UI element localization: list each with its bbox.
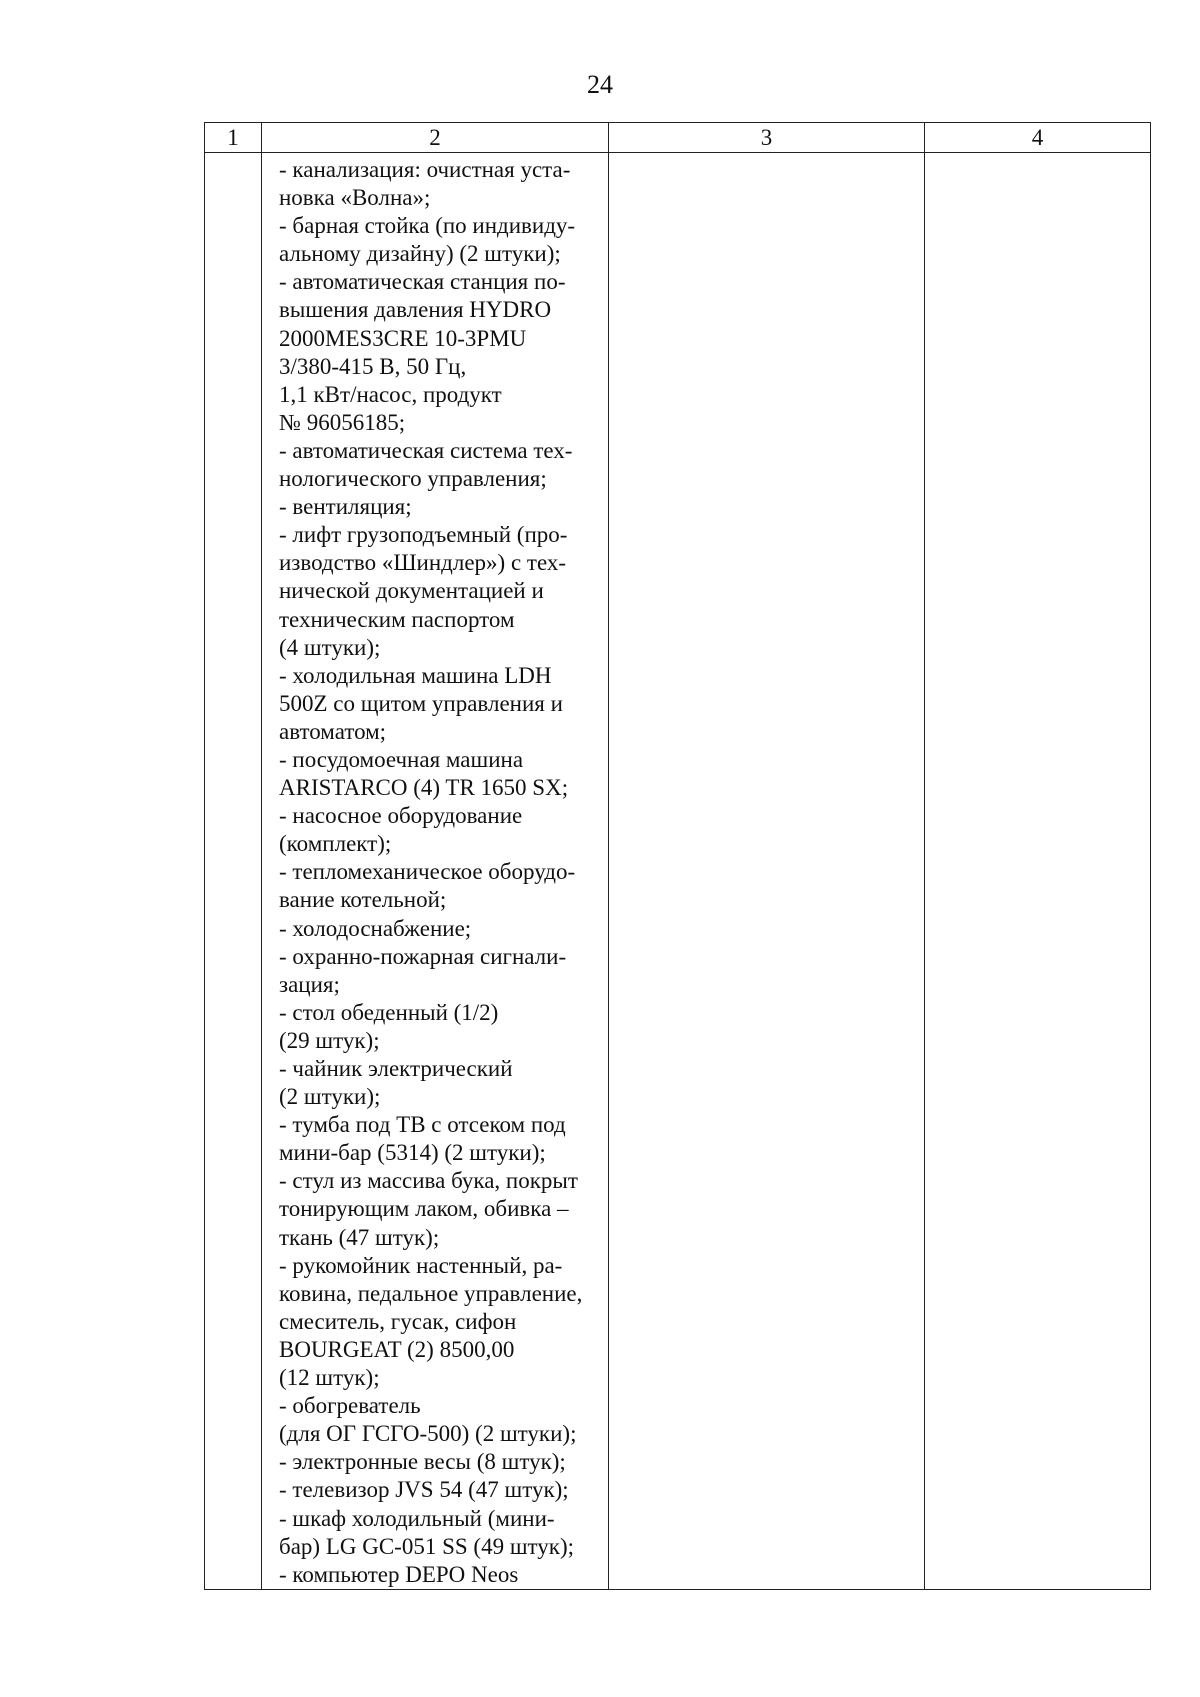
column-header-4: 4	[925, 123, 1151, 153]
equipment-list	[279, 156, 602, 1589]
cell-column-1	[205, 153, 262, 1590]
table-row	[205, 153, 1151, 1590]
list-item: изводство «Шиндлер») с тех-	[279, 550, 567, 576]
list-item: - посудомоечная машина	[279, 746, 524, 772]
list-item: техническим паспортом	[279, 606, 515, 632]
cell-column-4	[925, 153, 1151, 1590]
list-item: - канализация: очистная уста-	[279, 157, 571, 182]
list-item: № 96056185;	[279, 409, 406, 435]
list-item: - телевизор JVS 54 (47 штук);	[279, 1477, 569, 1503]
document-table	[204, 122, 1151, 1590]
list-item: автоматом;	[279, 718, 387, 744]
list-item: нической документацией и	[279, 578, 544, 604]
list-item: - насосное оборудование	[279, 803, 523, 829]
table-header-row	[205, 123, 1151, 153]
list-item: - стол обеденный (1/2)	[279, 999, 499, 1025]
list-item: 1,1 кВт/насос, продукт	[279, 381, 502, 407]
cell-column-3	[609, 153, 925, 1590]
list-item: 2000MES3CRE 10-3PMU	[279, 325, 527, 351]
list-item: (2 штуки);	[279, 1084, 381, 1110]
list-item: альному дизайну) (2 штуки);	[279, 241, 561, 267]
list-item: (для ОГ ГСГО-500) (2 штуки);	[279, 1421, 577, 1447]
list-item: - охранно-пожарная сигнали-	[279, 943, 567, 969]
list-item: - холодильная машина LDH	[279, 662, 552, 688]
list-item: - рукомойник настенный, ра-	[279, 1252, 563, 1278]
list-item: новка «Волна»;	[279, 185, 431, 211]
list-item: вышения давления HYDRO	[279, 297, 552, 323]
list-item: - шкаф холодильный (мини-	[279, 1505, 555, 1531]
list-item: тонирующим лаком, обивка –	[279, 1196, 569, 1222]
list-item: 500Z со щитом управления и	[279, 690, 563, 716]
list-item: ARISTARCO (4) TR 1650 SX;	[279, 775, 569, 801]
list-item: (4 штуки);	[279, 634, 381, 660]
list-item: смеситель, гусак, сифон	[279, 1308, 517, 1334]
list-item: нологического управления;	[279, 466, 547, 492]
list-item: - автоматическая станция по-	[279, 269, 566, 295]
list-item: - тепломеханическое оборудо-	[279, 859, 576, 885]
list-item: 3/380-415 В, 50 Гц,	[279, 353, 467, 379]
column-header-2: 2	[262, 123, 609, 153]
list-item: (12 штук);	[279, 1365, 380, 1391]
list-item: (29 штук);	[279, 1027, 380, 1053]
cell-column-2	[262, 153, 609, 1590]
list-item: - электронные весы (8 штук);	[279, 1449, 566, 1475]
list-item: - вентиляция;	[279, 494, 412, 520]
list-item: вание котельной;	[279, 887, 447, 913]
list-item: - барная стойка (по индивиду-	[279, 213, 576, 239]
list-item: бар) LG GC-051 SS (49 штук);	[279, 1533, 575, 1559]
list-item: - стул из массива бука, покрыт	[279, 1168, 578, 1194]
list-item: ковина, педальное управление,	[279, 1280, 583, 1306]
list-item: (комплект);	[279, 831, 392, 857]
list-item: - обогреватель	[279, 1393, 421, 1419]
list-item: - лифт грузоподъемный (про-	[279, 522, 568, 548]
page-number: 24	[587, 70, 613, 99]
column-header-1: 1	[205, 123, 262, 153]
list-item: - автоматическая система тех-	[279, 437, 573, 463]
list-item: мини-бар (5314) (2 штуки);	[279, 1140, 546, 1166]
list-item: ткань (47 штук);	[279, 1224, 440, 1250]
list-item: - чайник электрический	[279, 1056, 513, 1081]
list-item: - тумба под ТВ с отсеком под	[279, 1112, 566, 1138]
list-item: - холодоснабжение;	[279, 915, 472, 941]
column-header-3: 3	[609, 123, 925, 153]
list-item: зация;	[279, 971, 340, 997]
list-item: - компьютер DEPO Neos	[279, 1561, 519, 1587]
list-item: BOURGEAT (2) 8500,00	[279, 1336, 515, 1362]
